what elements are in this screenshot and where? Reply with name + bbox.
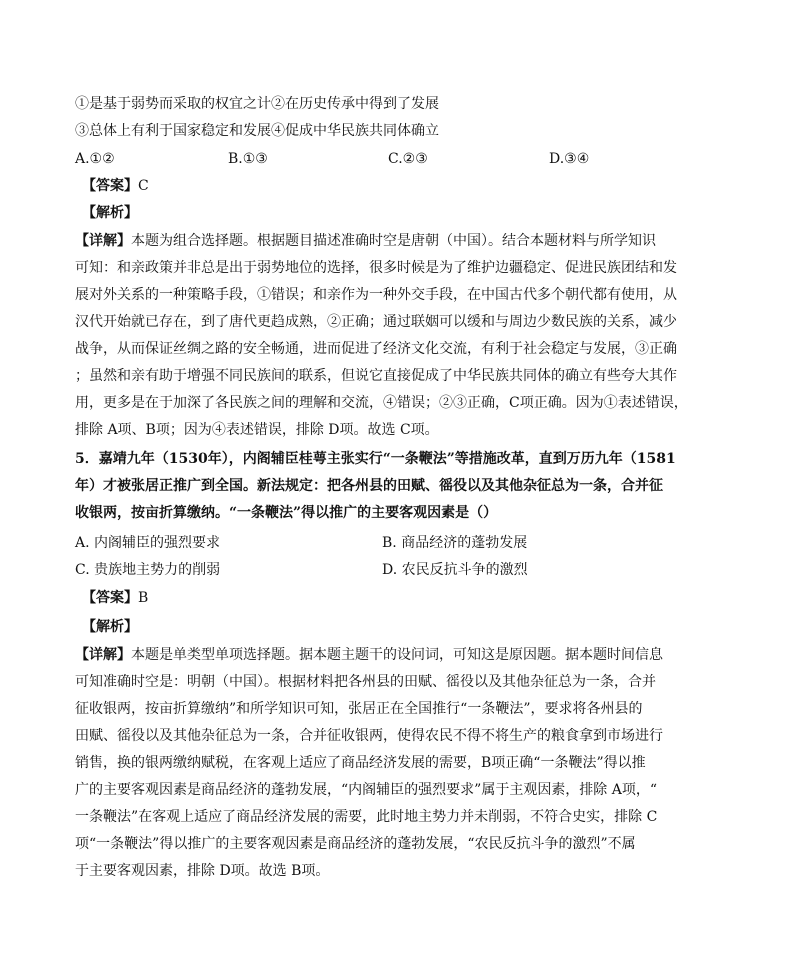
q5-option-b: B. 商品经济的蓬勃发展 [382, 535, 528, 551]
prev-detail-line-4: 汉代开始就已存在，到了唐代更趋成熟，②正确；通过联姻可以缓和与周边少数民族的关系，减少 [75, 314, 677, 330]
statements-line-2: ③总体上有利于国家稳定和发展④促成中华民族共同体确立 [75, 123, 439, 139]
prev-detail-line-7: 用，更多是在于加深了各民族之间的理解和交流，④错误；②③正确，C项正确。因为①表述错误， [75, 395, 688, 411]
q5-detail-line-2: 可知准确时空是：明朝（中国）。根据材料把各州县的田赋、徭役以及其他杂征总为一条，合并 [75, 674, 656, 690]
q5-stem-line-3: 收银两，按亩折算缴纳。“一条鞭法”得以推广的主要客观因素是（） [75, 505, 498, 521]
prev-option-a: A.①② [75, 151, 115, 167]
q5-detail-line-1 [75, 647, 725, 664]
q5-answer-value: B [138, 590, 149, 606]
q5-option-c: C. 贵族地主势力的削弱 [75, 562, 221, 578]
q5-detail-text: 本题是单类型单项选择题。据本题主题干的设问词，可知这是原因题。据本题时间信息 [131, 647, 663, 663]
q5-detail-line-4: 田赋、徭役以及其他杂征总为一条，合并征收银两，使得农民不得不将生产的粮食拿到市场进行 [75, 728, 663, 744]
prev-analysis-label: 【解析】 [82, 205, 138, 221]
q5-answer-label: 【答案】 [82, 590, 138, 606]
q5-answer [82, 590, 732, 607]
prev-option-c: C.②③ [388, 151, 428, 167]
q5-option-d: D. 农民反抗斗争的激烈 [382, 562, 528, 578]
q5-detail-line-5: 销售，换的银两缴纳赋税，在客观上适应了商品经济发展的需要，B项正确“一条鞭法”得以推 [75, 755, 646, 771]
prev-option-b: B.①③ [228, 151, 268, 167]
prev-detail-line-1 [75, 233, 725, 250]
prev-answer [82, 178, 732, 195]
q5-detail-line-3: 征收银两，按亩折算缴纳”和所学知识可知，张居正在全国推行“一条鞭法”，要求将各州县的 [75, 701, 643, 717]
q5-detail-line-9: 于主要客观因素，排除 D项。故选 B项。 [75, 863, 330, 879]
detail-label: 【详解】 [75, 233, 131, 249]
prev-detail-line-8: 排除 A项、B项；因为④表述错误，排除 D项。故选 C项。 [75, 422, 439, 438]
q5-analysis-label: 【解析】 [82, 619, 138, 635]
prev-detail-line-2: 可知：和亲政策并非总是出于弱势地位的选择，很多时候是为了维护边疆稳定、促进民族团结和发 [75, 260, 677, 276]
detail-text: 本题为组合选择题。根据题目描述准确时空是唐朝（中国）。结合本题材料与所学知识 [131, 233, 656, 249]
statements-line-1: ①是基于弱势而采取的权宜之计②在历史传承中得到了发展 [75, 96, 439, 112]
q5-detail-line-6: 广的主要客观因素是商品经济的蓬勃发展，“内阁辅臣的强烈要求”属于主观因素，排除 A项，“ [75, 782, 658, 798]
q5-detail-line-8: 项“一条鞭法”得以推广的主要客观因素是商品经济的蓬勃发展，“农民反抗斗争的激烈”不属 [75, 836, 636, 852]
q5-stem-line-1: 5．嘉靖九年（1530年），内阁辅臣桂萼主张实行“一条鞭法”等措施改革，直到万历九年（1581 [75, 451, 676, 467]
q5-stem-line-2: 年）才被张居正推广到全国。新法规定：把各州县的田赋、徭役以及其他杂征总为一条，合并征 [75, 478, 663, 494]
q5-detail-label: 【详解】 [75, 647, 131, 663]
answer-value: C [138, 178, 149, 194]
answer-label: 【答案】 [82, 178, 138, 194]
prev-detail-line-5: 战争，从而保证丝绸之路的安全畅通，进而促进了经济文化交流，有利于社会稳定与发展，③正确 [75, 341, 677, 357]
prev-option-d: D.③④ [549, 151, 590, 167]
prev-detail-line-6: ；虽然和亲有助于增强不同民族间的联系，但说它直接促成了中华民族共同体的确立有些夸大其作 [75, 368, 677, 384]
q5-detail-line-7: 一条鞭法”在客观上适应了商品经济发展的需要，此时地主势力并未削弱，不符合史实，排除 C [75, 809, 658, 825]
q5-option-a: A. 内阁辅臣的强烈要求 [75, 535, 221, 551]
prev-detail-line-3: 展对外关系的一种策略手段，①错误；和亲作为一种外交手段，在中国古代多个朝代都有使用，从 [75, 287, 677, 303]
